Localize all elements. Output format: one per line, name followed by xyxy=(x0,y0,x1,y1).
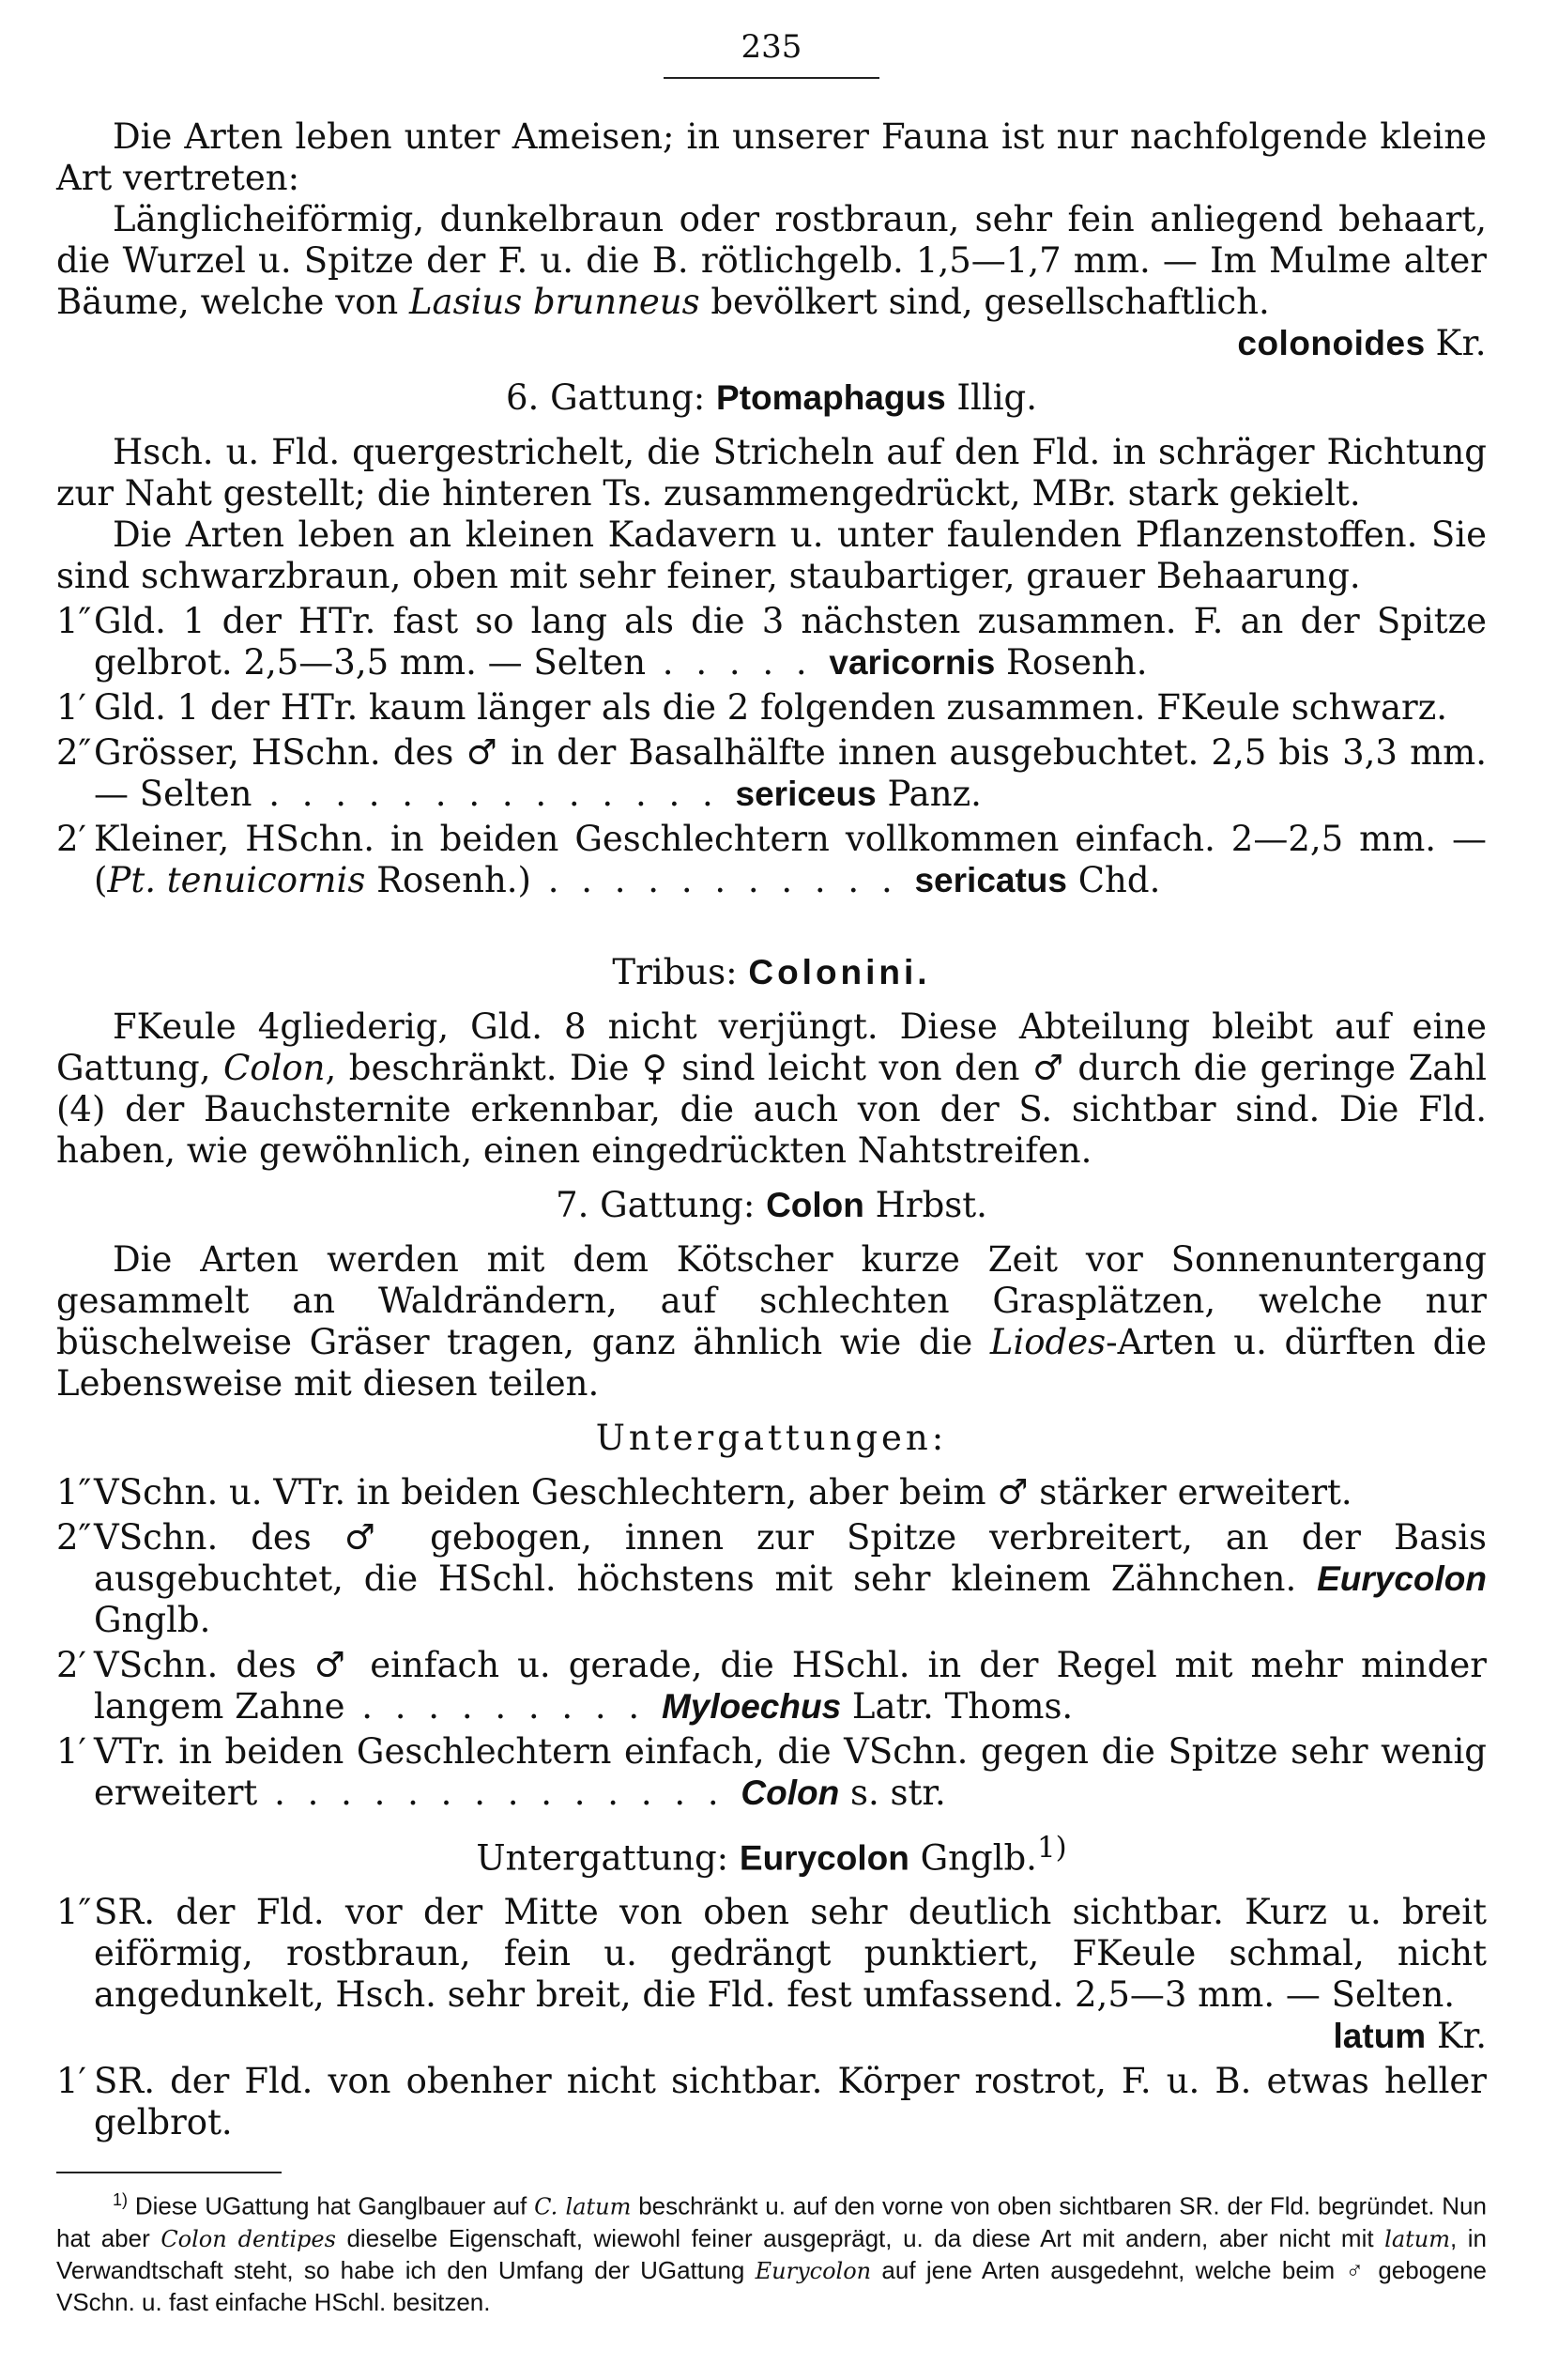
header-rule xyxy=(664,77,879,79)
key-number: 1″ xyxy=(56,601,92,641)
key-number: 1′ xyxy=(56,2061,86,2102)
male-symbol-icon: ♂ xyxy=(466,732,499,773)
subgenus-name-myloechus: Myloechus xyxy=(661,1687,842,1726)
male-symbol-icon: ♂ xyxy=(344,1517,398,1558)
page-number: 235 xyxy=(741,28,802,66)
genus-habitat: Die Arten leben an kleinen Kadavern u. unter faulenden Pflanzenstoffen. Sie sind schwarzbraun, oben mit sehr feiner, staubartiger, grauer Behaarung. xyxy=(56,514,1487,596)
species-description: Länglicheiförmig, dunkelbraun oder rostbraun, sehr fein anliegend behaart, die Wurzel u. Spitze der F. u. die B. rötlichgelb. 1,5—1,7 mm. — Im Mulme alter Bäume, welche von Lasius brunneus bevölkert sind, gesellschaftlich. xyxy=(56,199,1487,322)
key-number: 2″ xyxy=(56,732,92,773)
key-entry: 1″ Gld. 1 der HTr. fast so lang als die 3 nächsten zusammen. F. an der Spitze gelbrot. 2,5—3,5 mm. — Selten . . . . . varicornis Rosenh. xyxy=(56,601,1487,683)
key-number: 1″ xyxy=(56,1472,92,1512)
footnote-reference: 1) xyxy=(1036,1831,1067,1865)
subgenus-heading-eurycolon: Untergattung: Eurycolon Gnglb.$^{1)}$ xyxy=(476,1831,1067,1879)
key-entry: 1″ VSchn. u. VTr. in beiden Geschlechtern, aber beim ♂ stärker erweitert. xyxy=(56,1472,1352,1512)
male-symbol-icon: ♂ xyxy=(997,1472,1029,1512)
species-name-colonoides: colonoides Kr. xyxy=(1237,323,1487,363)
male-symbol-icon: ♂ xyxy=(313,1645,353,1685)
tribus-description: FKeule 4gliederig, Gld. 8 nicht verjüngt. Diese Abteilung bleibt auf eine Gattung, Colon, beschränkt. Die ♀ sind leicht von den ♂ durch die geringe Zahl (4) der Bauchsternite erkennbar, die auch von der S. sichtbar sind. Die Fld. haben, wie gewöhnlich, einen eingedrückten Nahtstreifen. xyxy=(56,1006,1488,1171)
species-name-latum: latum xyxy=(1333,2017,1427,2056)
key-entry: 1′ Gld. 1 der HTr. kaum länger als die 2 folgenden zusammen. FKeule schwarz. xyxy=(56,687,1447,728)
genus-habitat: Die Arten werden mit dem Kötscher kurze Zeit vor Sonnenuntergang gesammelt an Waldrändern, auf schlechten Grasplätzen, welche nur büschelweise Gräser tragen, ganz ähnlich wie die Liodes-Arten u. dürften die Lebensweise mit diesen teilen. xyxy=(56,1239,1487,1404)
female-symbol-icon: ♀ xyxy=(641,1048,669,1088)
key-number: 1″ xyxy=(56,1892,92,1933)
subgenera-heading: Untergattungen: xyxy=(595,1418,948,1458)
male-symbol-icon: ♂ xyxy=(1345,2255,1368,2284)
key-number: 2′ xyxy=(56,1645,86,1685)
subgenus-name-eurycolon: Eurycolon xyxy=(1317,1559,1487,1598)
footnote: $^{1)}$ Diese UGattung hat Ganglbauer auf C. latum beschränkt u. auf den vorne von oben sichtbaren SR. der Fld. begründet. Nun hat aber Colon dentipes dieselbe Eigenschaft, wiewohl feiner ausgeprägt, u. da diese Art mit andern, aber nicht mit latum, in Verwandtschaft steht, so habe ich den Umfang der UGattung Eurycolon auf jene Arten ausgedehnt, welche beim ♂ gebogene VSchn. u. fast einfache HSchl. besitzen. xyxy=(56,2190,1488,2316)
key-number: 2′ xyxy=(56,819,86,859)
intro-paragraph: Die Arten leben unter Ameisen; in unserer Fauna ist nur nachfolgende kleine Art vertreten: xyxy=(56,116,1487,198)
species-name-sericeus: sericeus xyxy=(735,775,877,813)
genus-description: Hsch. u. Fld. quergestrichelt, die Stricheln auf den Fld. in schräger Richtung zur Naht gestellt; die hinteren Ts. zusammengedrückt, MBr. stark gekielt. xyxy=(56,432,1487,514)
key-entry: 2′ Kleiner, HSchn. in beiden Geschlechtern vollkommen einfach. 2—2,5 mm. — (Pt. tenuicornis Rosenh.) . . . . . . . . . . . sericatus Chd. xyxy=(56,819,1487,900)
genus-heading-ptomaphagus: 6. Gattung: Ptomaphagus Illig. xyxy=(506,377,1037,418)
key-number: 1′ xyxy=(56,1731,86,1772)
key-entry: 1′ SR. der Fld. von obenher nicht sichtbar. Körper rostrot, F. u. B. etwas heller gelbrot. xyxy=(56,2061,1487,2143)
species-name-sericatus: sericatus xyxy=(914,861,1067,899)
key-entry: 1′ VTr. in beiden Geschlechtern einfach, die VSchn. gegen die Spitze sehr wenig erweitert . . . . . . . . . . . . . . Colon s. str. xyxy=(56,1731,1487,1813)
subgenus-name-colon: Colon xyxy=(741,1773,840,1812)
key-entry: 1″ SR. der Fld. vor der Mitte von oben sehr deutlich sichtbar. Kurz u. breit eiförmig, rostbraun, fein u. gedrängt punktiert, FKeule schmal, nicht angedunkelt, Hsch. sehr breit, die Fld. fest umfassend. 2,5—3 mm. — Selten. latum Kr. xyxy=(56,1892,1487,2057)
key-entry: 2″ VSchn. des ♂ gebogen, innen zur Spitze verbreitert, an der Basis ausgebuchtet, die HSchl. höchstens mit sehr kleinem Zähnchen. Eurycolon Gnglb. xyxy=(56,1517,1488,1640)
species-name-varicornis: varicornis xyxy=(829,643,996,682)
key-entry: 2′ VSchn. des ♂ einfach u. gerade, die HSchl. in der Regel mit mehr minder langem Zahne . . . . . . . . . Myloechus Latr. Thoms. xyxy=(56,1645,1487,1727)
footnote-rule xyxy=(56,2172,282,2173)
key-entry: 2″ Grösser, HSchn. des ♂ in der Basalhälfte innen ausgebuchtet. 2,5 bis 3,3 mm. — Selten . . . . . . . . . . . . . . sericeus Panz. xyxy=(56,732,1487,814)
male-symbol-icon: ♂ xyxy=(1031,1048,1065,1088)
genus-heading-colon: 7. Gattung: Colon Hrbst. xyxy=(556,1185,987,1225)
key-number: 2″ xyxy=(56,1517,92,1558)
tribus-heading: Tribus: Colonini. xyxy=(612,952,931,992)
key-number: 1′ xyxy=(56,687,86,728)
